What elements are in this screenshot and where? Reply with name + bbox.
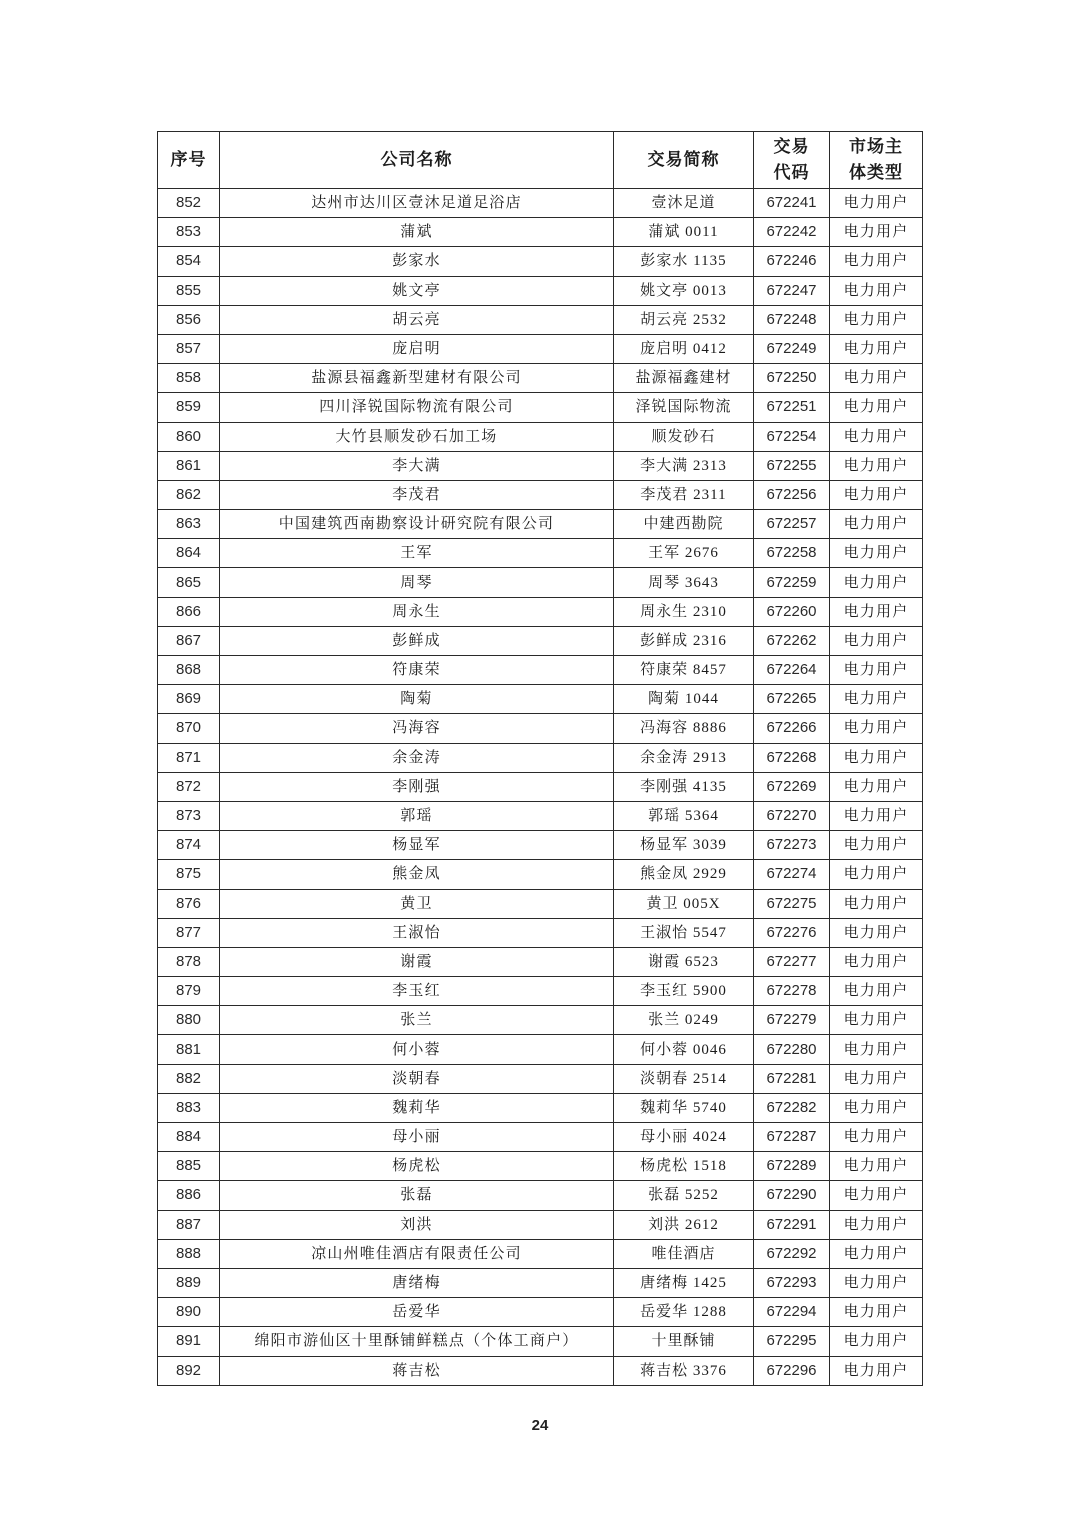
cell-company-name: 母小丽 (220, 1123, 614, 1152)
cell-short-name: 冯海容 8886 (614, 714, 754, 743)
cell-company-name: 彭家水 (220, 247, 614, 276)
cell-index: 888 (158, 1239, 220, 1268)
cell-short-name: 彭鲜成 2316 (614, 626, 754, 655)
cell-entity-type: 电力用户 (830, 685, 923, 714)
cell-entity-type: 电力用户 (830, 1327, 923, 1356)
cell-trade-code: 672265 (754, 685, 830, 714)
cell-entity-type: 电力用户 (830, 189, 923, 218)
cell-index: 878 (158, 947, 220, 976)
table-row (158, 743, 923, 772)
cell-trade-code: 672257 (754, 510, 830, 539)
cell-short-name: 彭家水 1135 (614, 247, 754, 276)
cell-short-name: 淡朝春 2514 (614, 1064, 754, 1093)
cell-index: 876 (158, 889, 220, 918)
cell-company-name: 大竹县顺发砂石加工场 (220, 422, 614, 451)
cell-company-name: 蒋吉松 (220, 1356, 614, 1385)
table-row (158, 1006, 923, 1035)
cell-short-name: 岳爱华 1288 (614, 1298, 754, 1327)
market-entity-table (157, 131, 923, 1386)
cell-index: 857 (158, 334, 220, 363)
table-row (158, 656, 923, 685)
cell-entity-type: 电力用户 (830, 334, 923, 363)
cell-entity-type: 电力用户 (830, 656, 923, 685)
cell-entity-type: 电力用户 (830, 1356, 923, 1385)
cell-company-name: 杨虎松 (220, 1152, 614, 1181)
cell-company-name: 绵阳市游仙区十里酥铺鲜糕点（个体工商户） (220, 1327, 614, 1356)
cell-index: 882 (158, 1064, 220, 1093)
cell-entity-type: 电力用户 (830, 1093, 923, 1122)
header-trade-code (754, 132, 830, 189)
cell-short-name: 唯佳酒店 (614, 1239, 754, 1268)
table-row (158, 1239, 923, 1268)
cell-company-name: 李大满 (220, 451, 614, 480)
table-row (158, 539, 923, 568)
table-row (158, 1093, 923, 1122)
cell-index: 853 (158, 218, 220, 247)
cell-company-name: 魏莉华 (220, 1093, 614, 1122)
cell-company-name: 达州市达川区壹沐足道足浴店 (220, 189, 614, 218)
cell-company-name: 庞启明 (220, 334, 614, 363)
cell-short-name: 庞启明 0412 (614, 334, 754, 363)
cell-short-name: 泽锐国际物流 (614, 393, 754, 422)
cell-trade-code: 672294 (754, 1298, 830, 1327)
table-row (158, 1327, 923, 1356)
cell-company-name: 冯海容 (220, 714, 614, 743)
cell-trade-code: 672250 (754, 364, 830, 393)
cell-index: 875 (158, 860, 220, 889)
cell-trade-code: 672290 (754, 1181, 830, 1210)
cell-short-name: 盐源福鑫建材 (614, 364, 754, 393)
table-row (158, 189, 923, 218)
cell-index: 862 (158, 480, 220, 509)
cell-short-name: 姚文亭 0013 (614, 276, 754, 305)
cell-entity-type: 电力用户 (830, 393, 923, 422)
table-row (158, 422, 923, 451)
cell-entity-type: 电力用户 (830, 977, 923, 1006)
table-row (158, 276, 923, 305)
cell-entity-type: 电力用户 (830, 1064, 923, 1093)
cell-entity-type: 电力用户 (830, 831, 923, 860)
cell-trade-code: 672289 (754, 1152, 830, 1181)
cell-entity-type: 电力用户 (830, 539, 923, 568)
cell-entity-type: 电力用户 (830, 1006, 923, 1035)
cell-short-name: 李刚强 4135 (614, 772, 754, 801)
header-short-name: 交易简称 (614, 132, 754, 189)
cell-index: 886 (158, 1181, 220, 1210)
cell-trade-code: 672264 (754, 656, 830, 685)
cell-trade-code: 672247 (754, 276, 830, 305)
cell-company-name: 杨显军 (220, 831, 614, 860)
cell-entity-type: 电力用户 (830, 422, 923, 451)
cell-trade-code: 672248 (754, 305, 830, 334)
cell-short-name: 壹沐足道 (614, 189, 754, 218)
cell-trade-code: 672255 (754, 451, 830, 480)
header-index: 序号 (158, 132, 220, 189)
table-row (158, 1123, 923, 1152)
table-row (158, 626, 923, 655)
cell-company-name: 符康荣 (220, 656, 614, 685)
table-row (158, 597, 923, 626)
cell-short-name: 何小蓉 0046 (614, 1035, 754, 1064)
cell-company-name: 刘洪 (220, 1210, 614, 1239)
cell-trade-code: 672246 (754, 247, 830, 276)
table-row (158, 1152, 923, 1181)
cell-index: 863 (158, 510, 220, 539)
table-row (158, 1035, 923, 1064)
cell-trade-code: 672269 (754, 772, 830, 801)
cell-entity-type: 电力用户 (830, 743, 923, 772)
cell-trade-code: 672275 (754, 889, 830, 918)
cell-company-name: 黄卫 (220, 889, 614, 918)
table-body (158, 189, 923, 1386)
cell-index: 859 (158, 393, 220, 422)
cell-company-name: 余金涛 (220, 743, 614, 772)
cell-company-name: 谢霞 (220, 947, 614, 976)
cell-short-name: 张磊 5252 (614, 1181, 754, 1210)
cell-trade-code: 672241 (754, 189, 830, 218)
cell-index: 852 (158, 189, 220, 218)
cell-company-name: 姚文亭 (220, 276, 614, 305)
table-row (158, 1210, 923, 1239)
cell-short-name: 王淑怡 5547 (614, 918, 754, 947)
cell-company-name: 李玉红 (220, 977, 614, 1006)
cell-entity-type: 电力用户 (830, 1152, 923, 1181)
cell-short-name: 母小丽 4024 (614, 1123, 754, 1152)
table-row (158, 1268, 923, 1297)
header-trade-code-line1: 交易 (773, 137, 810, 156)
header-company-name: 公司名称 (220, 132, 614, 189)
cell-short-name: 蒲斌 0011 (614, 218, 754, 247)
cell-entity-type: 电力用户 (830, 451, 923, 480)
cell-company-name: 蒲斌 (220, 218, 614, 247)
cell-short-name: 刘洪 2612 (614, 1210, 754, 1239)
cell-short-name: 十里酥铺 (614, 1327, 754, 1356)
cell-short-name: 王军 2676 (614, 539, 754, 568)
cell-index: 879 (158, 977, 220, 1006)
cell-index: 872 (158, 772, 220, 801)
cell-index: 871 (158, 743, 220, 772)
cell-company-name: 熊金凤 (220, 860, 614, 889)
cell-index: 880 (158, 1006, 220, 1035)
cell-entity-type: 电力用户 (830, 247, 923, 276)
cell-short-name: 李茂君 2311 (614, 480, 754, 509)
cell-index: 854 (158, 247, 220, 276)
table-row (158, 1064, 923, 1093)
cell-company-name: 凉山州唯佳酒店有限责任公司 (220, 1239, 614, 1268)
table-row (158, 714, 923, 743)
cell-index: 855 (158, 276, 220, 305)
cell-trade-code: 672291 (754, 1210, 830, 1239)
cell-index: 873 (158, 801, 220, 830)
cell-index: 877 (158, 918, 220, 947)
cell-short-name: 杨虎松 1518 (614, 1152, 754, 1181)
cell-index: 869 (158, 685, 220, 714)
cell-trade-code: 672279 (754, 1006, 830, 1035)
cell-short-name: 符康荣 8457 (614, 656, 754, 685)
cell-trade-code: 672242 (754, 218, 830, 247)
cell-trade-code: 672273 (754, 831, 830, 860)
cell-short-name: 杨显军 3039 (614, 831, 754, 860)
table-row (158, 480, 923, 509)
cell-trade-code: 672262 (754, 626, 830, 655)
cell-short-name: 蒋吉松 3376 (614, 1356, 754, 1385)
cell-index: 858 (158, 364, 220, 393)
cell-trade-code: 672280 (754, 1035, 830, 1064)
cell-trade-code: 672249 (754, 334, 830, 363)
cell-company-name: 胡云亮 (220, 305, 614, 334)
cell-company-name: 四川泽锐国际物流有限公司 (220, 393, 614, 422)
cell-trade-code: 672282 (754, 1093, 830, 1122)
cell-trade-code: 672254 (754, 422, 830, 451)
cell-company-name: 李茂君 (220, 480, 614, 509)
cell-entity-type: 电力用户 (830, 510, 923, 539)
cell-trade-code: 672281 (754, 1064, 830, 1093)
cell-trade-code: 672276 (754, 918, 830, 947)
cell-index: 866 (158, 597, 220, 626)
cell-company-name: 周永生 (220, 597, 614, 626)
table-row (158, 568, 923, 597)
cell-trade-code: 672296 (754, 1356, 830, 1385)
cell-entity-type: 电力用户 (830, 947, 923, 976)
cell-company-name: 盐源县福鑫新型建材有限公司 (220, 364, 614, 393)
cell-index: 874 (158, 831, 220, 860)
cell-short-name: 谢霞 6523 (614, 947, 754, 976)
cell-index: 865 (158, 568, 220, 597)
cell-entity-type: 电力用户 (830, 218, 923, 247)
cell-company-name: 陶菊 (220, 685, 614, 714)
cell-entity-type: 电力用户 (830, 305, 923, 334)
cell-entity-type: 电力用户 (830, 1035, 923, 1064)
cell-index: 887 (158, 1210, 220, 1239)
cell-index: 885 (158, 1152, 220, 1181)
cell-index: 856 (158, 305, 220, 334)
cell-company-name: 岳爱华 (220, 1298, 614, 1327)
cell-short-name: 李大满 2313 (614, 451, 754, 480)
cell-company-name: 彭鲜成 (220, 626, 614, 655)
header-row (158, 132, 923, 189)
table-row (158, 685, 923, 714)
table-row (158, 510, 923, 539)
header-entity-type-line2: 体类型 (849, 163, 903, 182)
cell-short-name: 唐绪梅 1425 (614, 1268, 754, 1297)
cell-short-name: 顺发砂石 (614, 422, 754, 451)
cell-company-name: 张兰 (220, 1006, 614, 1035)
cell-entity-type: 电力用户 (830, 1298, 923, 1327)
cell-entity-type: 电力用户 (830, 568, 923, 597)
cell-short-name: 黄卫 005X (614, 889, 754, 918)
cell-index: 889 (158, 1268, 220, 1297)
cell-company-name: 郭瑶 (220, 801, 614, 830)
cell-entity-type: 电力用户 (830, 364, 923, 393)
table-row (158, 218, 923, 247)
table-row (158, 831, 923, 860)
cell-index: 868 (158, 656, 220, 685)
cell-index: 892 (158, 1356, 220, 1385)
page-number: 24 (531, 1417, 549, 1434)
table-row (158, 889, 923, 918)
cell-short-name: 熊金凤 2929 (614, 860, 754, 889)
cell-entity-type: 电力用户 (830, 889, 923, 918)
header-entity-type-line1: 市场主 (849, 137, 903, 156)
cell-trade-code: 672278 (754, 977, 830, 1006)
cell-entity-type: 电力用户 (830, 276, 923, 305)
cell-company-name: 李刚强 (220, 772, 614, 801)
table-row (158, 305, 923, 334)
cell-short-name: 李玉红 5900 (614, 977, 754, 1006)
header-trade-code-line2: 代码 (773, 163, 810, 182)
cell-company-name: 王淑怡 (220, 918, 614, 947)
cell-entity-type: 电力用户 (830, 714, 923, 743)
cell-index: 881 (158, 1035, 220, 1064)
cell-trade-code: 672287 (754, 1123, 830, 1152)
cell-index: 867 (158, 626, 220, 655)
cell-index: 860 (158, 422, 220, 451)
cell-trade-code: 672268 (754, 743, 830, 772)
cell-entity-type: 电力用户 (830, 860, 923, 889)
cell-index: 884 (158, 1123, 220, 1152)
cell-entity-type: 电力用户 (830, 626, 923, 655)
cell-short-name: 魏莉华 5740 (614, 1093, 754, 1122)
cell-entity-type: 电力用户 (830, 1210, 923, 1239)
cell-trade-code: 672266 (754, 714, 830, 743)
cell-trade-code: 672251 (754, 393, 830, 422)
table-row (158, 334, 923, 363)
table-row (158, 801, 923, 830)
cell-entity-type: 电力用户 (830, 918, 923, 947)
cell-entity-type: 电力用户 (830, 1181, 923, 1210)
table-row (158, 364, 923, 393)
cell-short-name: 胡云亮 2532 (614, 305, 754, 334)
table-row (158, 860, 923, 889)
cell-entity-type: 电力用户 (830, 1268, 923, 1297)
cell-trade-code: 672258 (754, 539, 830, 568)
cell-index: 891 (158, 1327, 220, 1356)
header-entity-type (830, 132, 923, 189)
cell-short-name: 陶菊 1044 (614, 685, 754, 714)
cell-entity-type: 电力用户 (830, 480, 923, 509)
table-header (158, 132, 923, 189)
cell-entity-type: 电力用户 (830, 597, 923, 626)
cell-entity-type: 电力用户 (830, 801, 923, 830)
table-row (158, 1356, 923, 1385)
cell-entity-type: 电力用户 (830, 1239, 923, 1268)
cell-index: 883 (158, 1093, 220, 1122)
cell-company-name: 淡朝春 (220, 1064, 614, 1093)
cell-short-name: 周永生 2310 (614, 597, 754, 626)
cell-trade-code: 672274 (754, 860, 830, 889)
cell-index: 870 (158, 714, 220, 743)
cell-trade-code: 672293 (754, 1268, 830, 1297)
cell-trade-code: 672270 (754, 801, 830, 830)
table-row (158, 772, 923, 801)
cell-trade-code: 672256 (754, 480, 830, 509)
cell-company-name: 唐绪梅 (220, 1268, 614, 1297)
cell-short-name: 余金涛 2913 (614, 743, 754, 772)
cell-index: 861 (158, 451, 220, 480)
table-row (158, 247, 923, 276)
cell-company-name: 何小蓉 (220, 1035, 614, 1064)
cell-short-name: 周琴 3643 (614, 568, 754, 597)
cell-entity-type: 电力用户 (830, 772, 923, 801)
cell-company-name: 周琴 (220, 568, 614, 597)
cell-short-name: 郭瑶 5364 (614, 801, 754, 830)
cell-trade-code: 672277 (754, 947, 830, 976)
table-row (158, 918, 923, 947)
cell-entity-type: 电力用户 (830, 1123, 923, 1152)
table-row (158, 977, 923, 1006)
cell-company-name: 张磊 (220, 1181, 614, 1210)
table-row (158, 1298, 923, 1327)
table-row (158, 451, 923, 480)
cell-index: 864 (158, 539, 220, 568)
cell-trade-code: 672295 (754, 1327, 830, 1356)
cell-company-name: 王军 (220, 539, 614, 568)
cell-trade-code: 672292 (754, 1239, 830, 1268)
cell-trade-code: 672260 (754, 597, 830, 626)
cell-short-name: 张兰 0249 (614, 1006, 754, 1035)
table-row (158, 393, 923, 422)
cell-short-name: 中建西勘院 (614, 510, 754, 539)
table-row (158, 1181, 923, 1210)
cell-index: 890 (158, 1298, 220, 1327)
cell-trade-code: 672259 (754, 568, 830, 597)
table-row (158, 947, 923, 976)
cell-company-name: 中国建筑西南勘察设计研究院有限公司 (220, 510, 614, 539)
